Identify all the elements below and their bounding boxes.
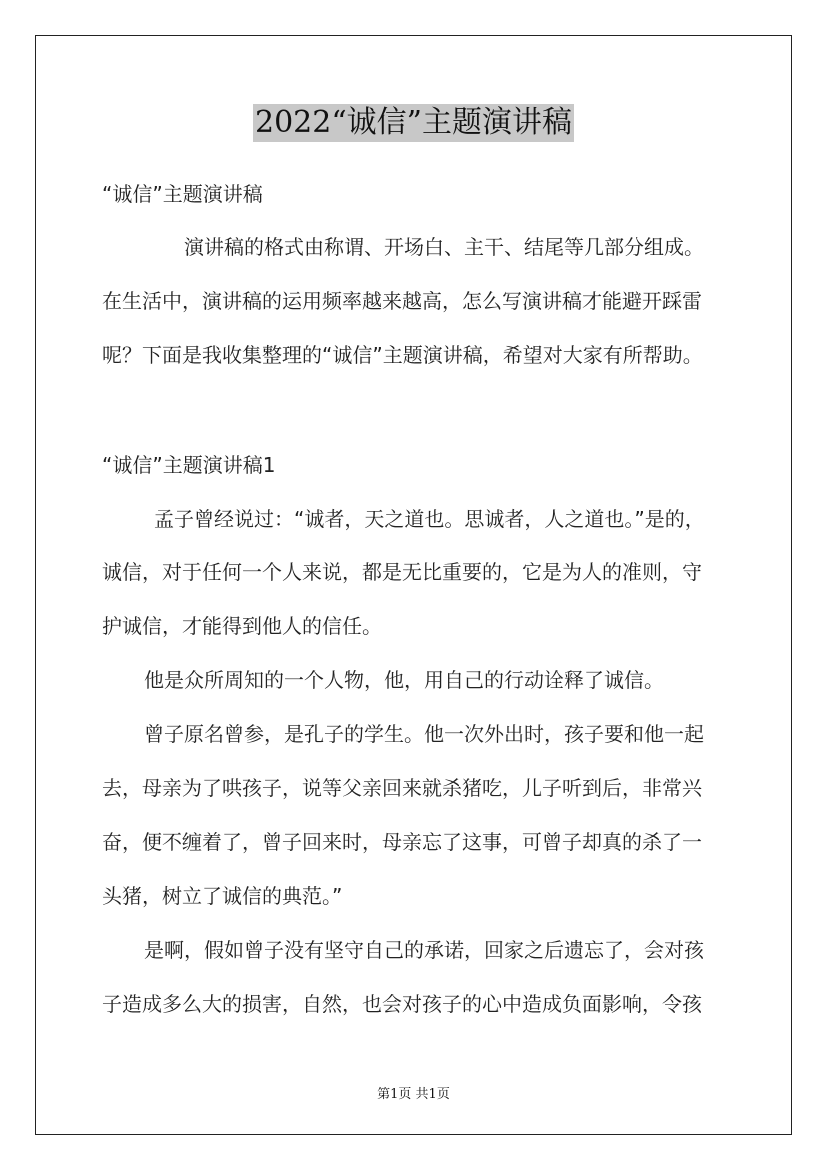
paragraph-line: 曾子原名曾参，是孔子的学生。他一次外出时，孩子要和他一起 — [144, 722, 704, 746]
paragraph-line: 头猪，树立了诚信的典范。” — [102, 884, 343, 908]
document-title-wrap — [0, 104, 827, 142]
paragraph-line: 奋，便不缠着了，曾子回来时，母亲忘了这事，可曾子却真的杀了一 — [102, 830, 702, 854]
section-heading: “诚信”主题演讲稿1 — [102, 453, 276, 477]
page-footer: 第1页 共1页 — [377, 1087, 450, 1102]
paragraph-line: 护诚信，才能得到他人的信任。 — [102, 614, 382, 638]
paragraph-line: 子造成多么大的损害，自然，也会对孩子的心中造成负面影响，令孩 — [102, 992, 702, 1016]
paragraph-line: 呢？下面是我收集整理的“诚信”主题演讲稿，希望对大家有所帮助。 — [102, 343, 703, 367]
paragraph-line: 是啊，假如曾子没有坚守自己的承诺，回家之后遗忘了，会对孩 — [144, 938, 704, 962]
document-title: 2022“诚信”主题演讲稿 — [254, 105, 573, 140]
paragraph-line: 去，母亲为了哄孩子，说等父亲回来就杀猪吃，儿子听到后，非常兴 — [102, 776, 702, 800]
subtitle-line: “诚信”主题演讲稿 — [102, 182, 263, 206]
paragraph-line: 诚信，对于任何一个人来说，都是无比重要的，它是为人的准则，守 — [102, 560, 702, 584]
paragraph-line: 在生活中，演讲稿的运用频率越来越高，怎么写演讲稿才能避开踩雷 — [102, 289, 702, 313]
paragraph-line: 他是众所周知的一个人物，他，用自己的行动诠释了诚信。 — [144, 668, 664, 692]
paragraph-line: 演讲稿的格式由称谓、开场白、主干、结尾等几部分组成。 — [184, 235, 704, 259]
paragraph-line: 孟子曾经说过：“诚者，天之道也。思诚者，人之道也。”是的， — [154, 507, 705, 531]
